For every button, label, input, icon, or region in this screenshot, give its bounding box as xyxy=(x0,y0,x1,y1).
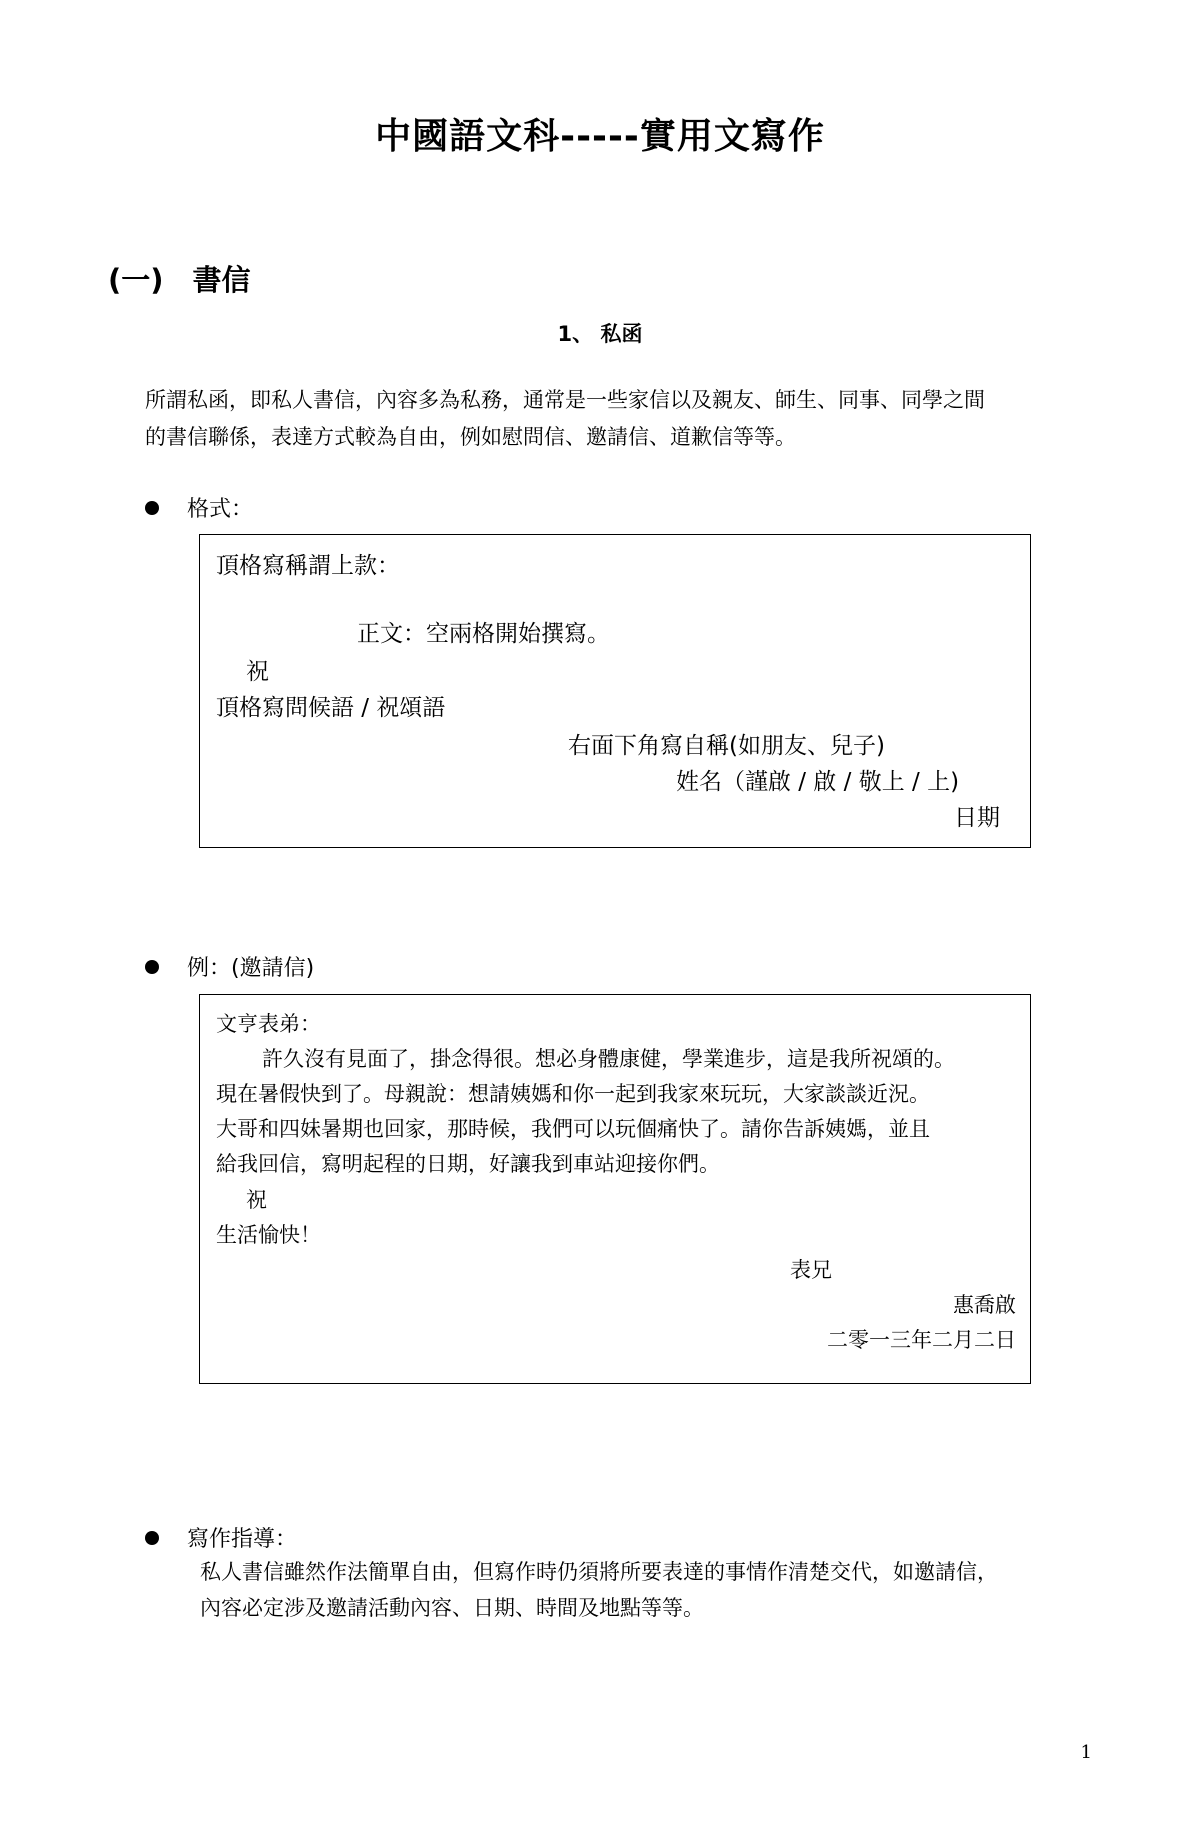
example-signature: 惠喬啟 xyxy=(953,1293,1016,1317)
bullet-icon xyxy=(145,960,159,974)
sub-heading: 1、 私函 xyxy=(557,322,643,346)
intro-line-1: 所謂私函，即私人書信，內容多為私務，通常是一些家信以及親友、師生、同事、同學之間 xyxy=(145,388,985,412)
example-salutation: 文亨表弟： xyxy=(216,1012,321,1036)
example-box xyxy=(199,994,1031,1384)
format-body: 正文：空兩格開始撰寫。 xyxy=(357,621,610,647)
guide-line-1: 私人書信雖然作法簡單自由，但寫作時仍須將所要表達的事情作清楚交代，如邀請信， xyxy=(200,1560,998,1584)
example-date: 二零一三年二月二日 xyxy=(827,1328,1016,1352)
example-label: 例：(邀請信) xyxy=(187,956,315,981)
page-number: 1 xyxy=(1080,1742,1092,1763)
example-body-1: 許久沒有見面了，掛念得很。想必身體康健，學業進步，這是我所祝頌的。 xyxy=(262,1047,955,1071)
format-bullet xyxy=(145,492,253,523)
format-date: 日期 xyxy=(954,805,1000,831)
guide-label: 寫作指導： xyxy=(187,1527,298,1552)
example-zhu: 祝 xyxy=(246,1188,267,1212)
example-greeting: 生活愉快！ xyxy=(216,1223,321,1247)
example-body-3: 大哥和四妹暑期也回家，那時候，我們可以玩個痛快了。請你告訴姨媽，並且 xyxy=(216,1117,930,1141)
bullet-icon xyxy=(145,501,159,515)
format-name: 姓名（謹啟 / 啟 / 敬上 / 上) xyxy=(676,769,960,795)
format-salutation: 頂格寫稱謂上款： xyxy=(216,553,400,579)
example-bullet xyxy=(145,951,314,982)
intro-line-2: 的書信聯係，表達方式較為自由，例如慰問信、邀請信、道歉信等等。 xyxy=(145,425,796,449)
format-self-title: 右面下角寫自稱(如朋友、兒子) xyxy=(568,733,885,759)
format-box xyxy=(199,534,1031,848)
guide-bullet xyxy=(145,1522,297,1553)
section-heading: (一) 書信 xyxy=(108,263,251,297)
example-relation: 表兄 xyxy=(790,1258,832,1282)
guide-line-2: 內容必定涉及邀請活動內容、日期、時間及地點等等。 xyxy=(200,1596,704,1620)
example-body-4: 給我回信，寫明起程的日期，好讓我到車站迎接你們。 xyxy=(216,1152,720,1176)
page-title: 中國語文科-----實用文寫作 xyxy=(375,116,825,157)
format-greeting: 頂格寫問候語 / 祝頌語 xyxy=(216,695,446,721)
format-label: 格式： xyxy=(187,497,254,522)
bullet-icon xyxy=(145,1531,159,1545)
example-body-2: 現在暑假快到了。母親說：想請姨媽和你一起到我家來玩玩，大家談談近況。 xyxy=(216,1082,930,1106)
format-zhu: 祝 xyxy=(246,659,269,685)
